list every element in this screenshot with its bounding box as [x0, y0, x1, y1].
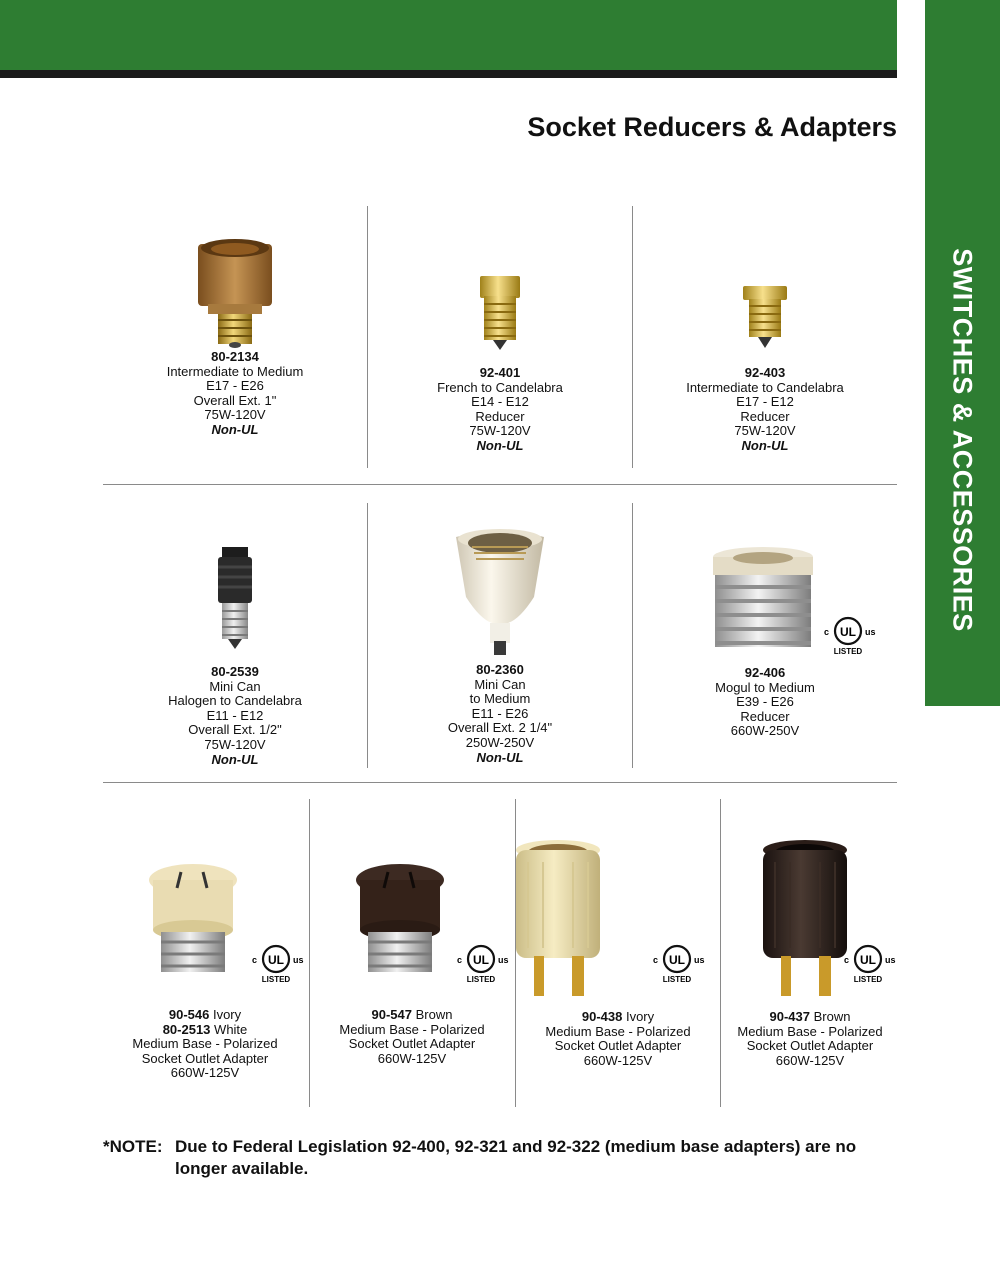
ul-listed: LISTED [662, 975, 692, 984]
product-spec: 75W-120V [469, 423, 531, 439]
column-divider [632, 503, 633, 768]
product-spec: E17 - E26 [206, 378, 264, 394]
product-card [400, 272, 600, 454]
product-card [400, 527, 600, 765]
product-spec: 660W-250V [730, 723, 800, 739]
product-spec: Reducer [740, 408, 790, 424]
ivory-outlet-adapter-image [147, 862, 247, 1008]
column-divider [309, 799, 310, 1107]
mini-can-medium-adapter-image [450, 527, 550, 657]
product-desc: French to Candelabra [437, 379, 563, 395]
product-sku: 90-438 [581, 1009, 623, 1024]
section-tab-label: SWITCHES & ACCESSORIES [947, 248, 978, 632]
ul-listed: LISTED [466, 975, 496, 984]
ul-c: c [844, 955, 850, 965]
non-ul-flag: Non-UL [476, 749, 524, 765]
product-desc: Socket Outlet Adapter [554, 1038, 682, 1054]
product-spec: Overall Ext. 1" [193, 392, 277, 408]
product-sku-line [518, 1010, 718, 1025]
non-ul-flag: Non-UL [211, 421, 259, 437]
product-desc: Medium Base - Polarized [132, 1036, 278, 1052]
brown-outlet-adapter-image [354, 862, 454, 1008]
product-desc: Halogen to Candelabra [168, 693, 302, 709]
ul-listed-icon [250, 940, 308, 984]
non-ul-flag: Non-UL [211, 751, 259, 767]
product-desc: Intermediate to Candelabra [686, 379, 844, 395]
product-card [135, 545, 335, 767]
product-color: White [214, 1021, 248, 1037]
product-spec: Reducer [740, 708, 790, 724]
ul-letters: UL [860, 953, 876, 967]
ul-us: us [293, 955, 304, 965]
product-spec: 660W-125V [775, 1052, 845, 1068]
product-color: Ivory [212, 1007, 242, 1022]
product-spec: E11 - E26 [471, 705, 529, 721]
column-divider [367, 503, 368, 768]
socket-reducer-image [190, 238, 280, 350]
ul-letters: UL [268, 953, 284, 967]
product-desc: Mogul to Medium [715, 679, 815, 695]
product-desc: Medium Base - Polarized [545, 1023, 691, 1039]
product-sku: 92-406 [744, 665, 786, 680]
product-color: Brown [415, 1007, 453, 1022]
product-spec: 250W-250V [465, 734, 535, 750]
non-ul-flag: Non-UL [476, 437, 524, 453]
product-spec: E11 - E12 [206, 707, 264, 723]
ul-c: c [457, 955, 463, 965]
product-spec: Overall Ext. 2 1/4" [447, 720, 553, 736]
product-sku: 90-437 [769, 1009, 810, 1024]
ul-listed: LISTED [853, 975, 883, 984]
french-candelabra-reducer-image [475, 272, 525, 354]
ul-listed-icon [822, 612, 880, 656]
note-text: Due to Federal Legislation 92-400, 92-321 and 92-322 (medium base adapters) are no longer available. [175, 1137, 857, 1178]
column-divider [632, 206, 633, 468]
product-card [665, 282, 865, 454]
product-spec: 660W-125V [583, 1052, 653, 1068]
product-desc: Medium Base - Polarized [339, 1021, 485, 1037]
brown-socket-outlet-adapter-image [755, 838, 855, 998]
ul-listed-icon [842, 940, 900, 984]
product-desc: Medium Base - Polarized [737, 1023, 883, 1039]
header-black-rule [0, 70, 897, 78]
ul-letters: UL [473, 953, 489, 967]
product-sku-line [105, 1023, 305, 1038]
product-desc: Mini Can [474, 676, 526, 692]
product-sku: 92-403 [744, 365, 786, 380]
product-desc: Socket Outlet Adapter [348, 1036, 476, 1052]
ul-letters: UL [669, 953, 685, 967]
ul-listed-icon [651, 940, 709, 984]
header-green-band [0, 0, 897, 70]
product-sku: 90-547 [371, 1007, 412, 1022]
product-spec: 75W-120V [204, 407, 266, 423]
row-divider [103, 782, 897, 783]
product-spec: E17 - E12 [736, 394, 794, 410]
product-spec: 660W-125V [170, 1065, 240, 1081]
ul-listed-icon [455, 940, 513, 984]
product-spec: 75W-120V [204, 736, 266, 752]
non-ul-flag: Non-UL [741, 437, 789, 453]
product-desc: Mini Can [209, 678, 261, 694]
product-sku-line [312, 1008, 512, 1023]
intermediate-candelabra-reducer-image [740, 282, 790, 352]
product-desc: Socket Outlet Adapter [141, 1050, 269, 1066]
ivory-socket-outlet-adapter-image [508, 838, 608, 998]
row-divider [103, 484, 897, 485]
page-title: Socket Reducers & Adapters [527, 112, 897, 142]
ul-c: c [252, 955, 258, 965]
ul-us: us [865, 627, 876, 637]
product-card [135, 238, 335, 438]
ul-c: c [824, 627, 830, 637]
federal-legislation-note [103, 1136, 895, 1180]
product-color: Brown [813, 1009, 851, 1024]
product-sku: 80-2539 [211, 664, 259, 679]
ul-listed: LISTED [261, 975, 291, 984]
mini-can-candelabra-reducer-image [210, 545, 260, 653]
ul-us: us [498, 955, 509, 965]
product-desc: Intermediate to Medium [166, 363, 304, 379]
ul-c: c [653, 955, 659, 965]
product-spec: Overall Ext. 1/2" [188, 722, 282, 738]
product-spec: E14 - E12 [471, 394, 529, 410]
product-sku-line [710, 1010, 910, 1025]
product-spec: 75W-120V [734, 423, 796, 439]
product-color: Ivory [625, 1009, 655, 1024]
ul-us: us [694, 955, 705, 965]
ul-us: us [885, 955, 896, 965]
product-sku: 90-546 [168, 1007, 210, 1022]
product-spec: 660W-125V [377, 1050, 447, 1066]
column-divider [367, 206, 368, 468]
product-desc: Socket Outlet Adapter [746, 1038, 874, 1054]
ul-letters: UL [840, 625, 856, 639]
product-sku: 80-2513 [162, 1021, 211, 1037]
mogul-medium-reducer-image [707, 545, 819, 657]
product-desc: to Medium [469, 691, 531, 707]
ul-listed: LISTED [833, 647, 863, 656]
product-spec: E39 - E26 [736, 694, 794, 710]
product-spec: Reducer [475, 408, 525, 424]
product-sku: 92-401 [479, 365, 521, 380]
note-lead: *NOTE: [103, 1137, 163, 1156]
product-sku: 80-2360 [476, 662, 524, 677]
product-sku: 80-2134 [211, 349, 259, 364]
product-sku-line [105, 1008, 305, 1023]
